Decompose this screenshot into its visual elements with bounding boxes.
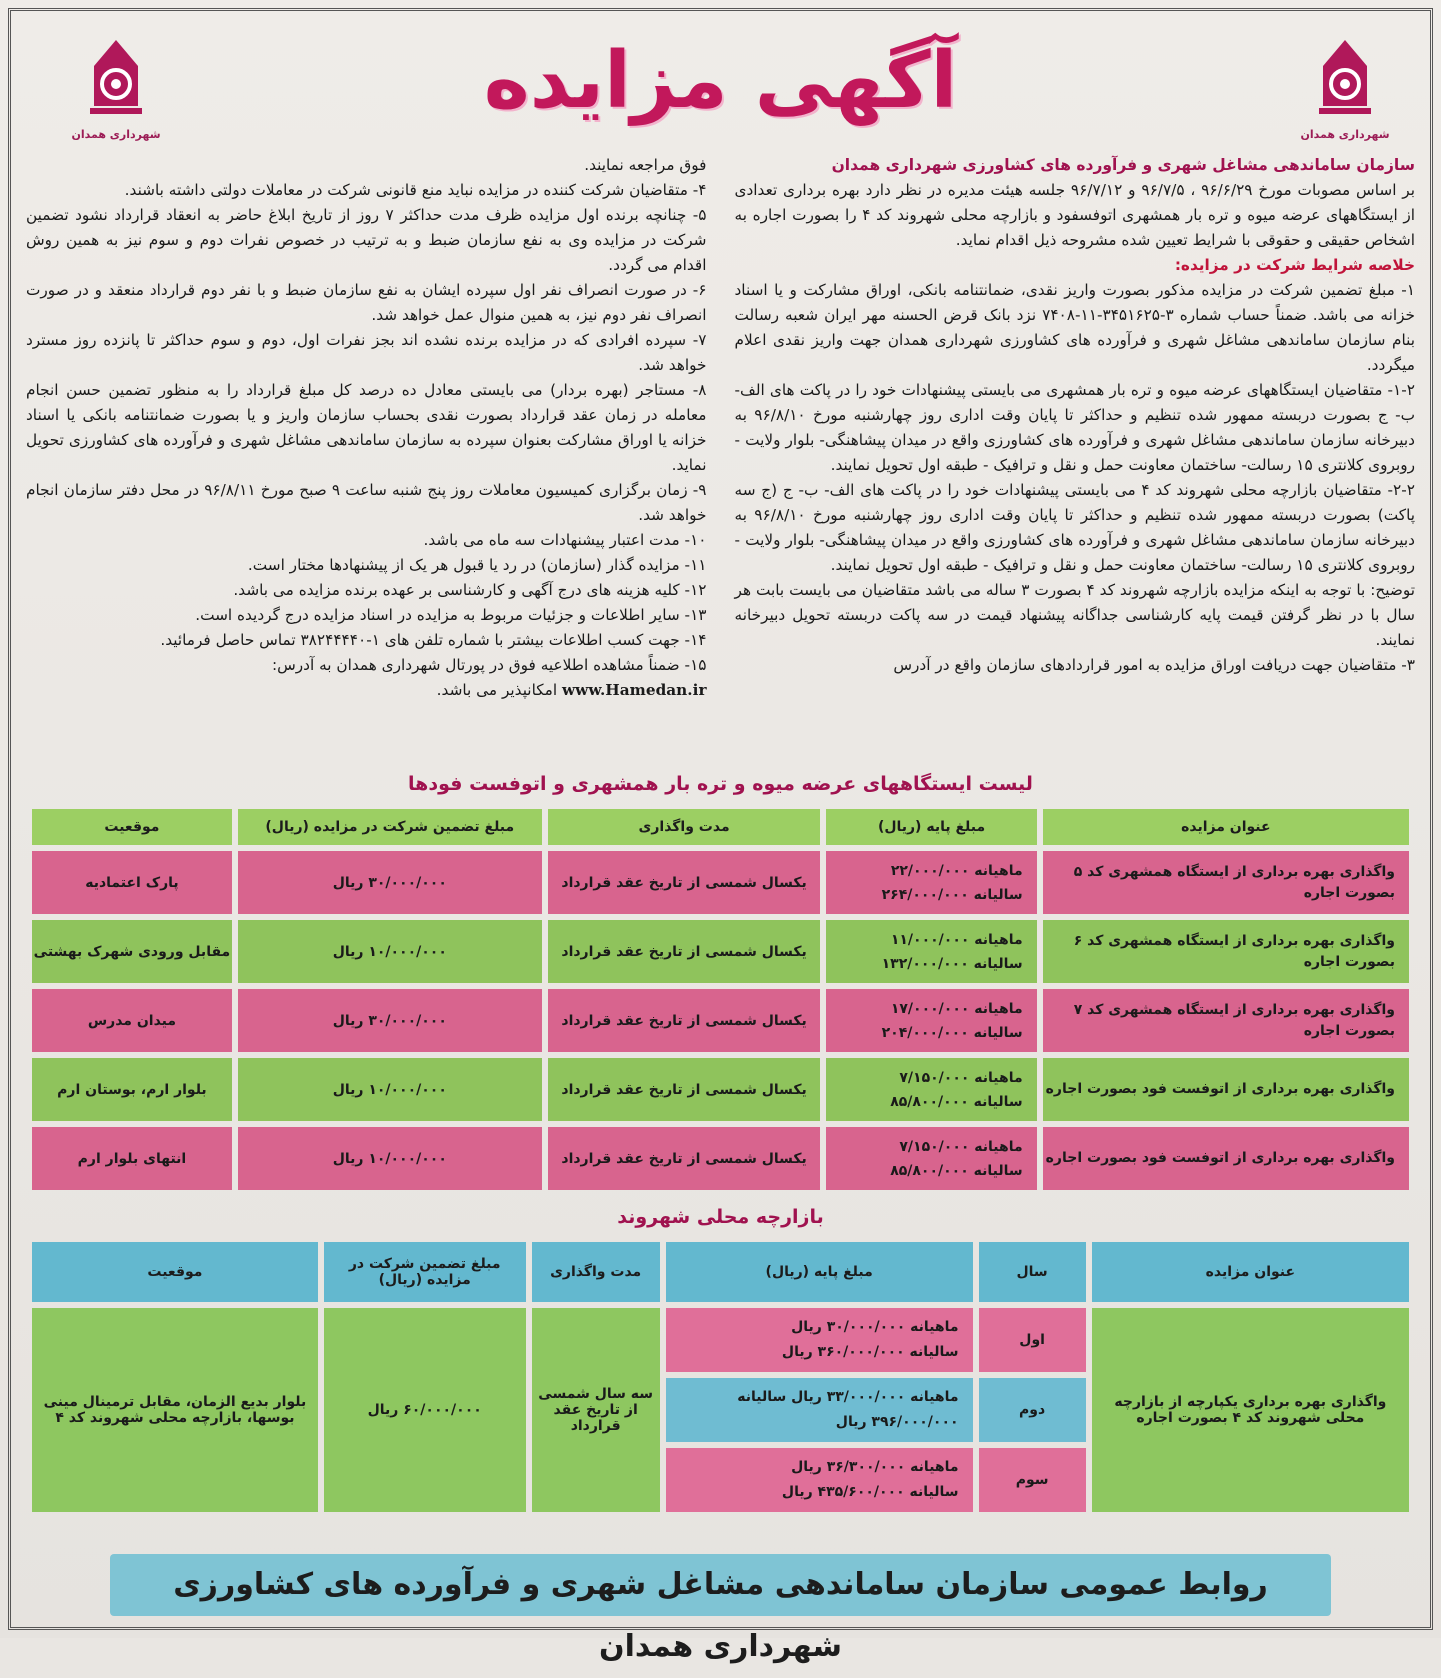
table-row: [32, 920, 1409, 983]
location-cell: انتهای بلوار ارم: [32, 1127, 232, 1190]
duration-cell: یکسال شمسی از تاریخ عقد قرارداد: [548, 851, 821, 914]
condition-item: ۱۲- کلیه هزینه های درج آگهی و کارشناسی بر عهده برنده مزایده می باشد.: [233, 581, 707, 599]
condition-item: ۱- مبلغ تضمین شرکت در مزایده مذکور بصورت واریز نقدی، ضمانتنامه بانکی، اوراق مشارکت و یا اسناد خزانه می باشد. ضمناً حساب شماره ۳-۳۴۵۱۶۲۵-۱۱-۷۴۰۸ نزد بانک قرض الحسنه مهر ایران شعبه رسالت بنام سازمان ساماندهی مشاغل شهری و فرآورده های کشاورزی شهرداری همدان جهت واریز نقدی اعلام میگردد.: [734, 281, 1415, 374]
auction-title-cell: واگذاری بهره برداری از ایستگاه همشهری کد ۶ بصورت اجاره: [1043, 920, 1409, 983]
location-cell: پارک اعتمادیه: [32, 851, 232, 914]
municipality-logo-left: [66, 36, 166, 141]
guarantee-cell: ۱۰/۰۰۰/۰۰۰ ریال: [238, 920, 542, 983]
conditions-title: خلاصه شرایط شرکت در مزایده:: [1174, 256, 1415, 274]
location-cell: مقابل ورودی شهرک بهشتی: [32, 920, 232, 983]
duration-cell: سه سال شمسی از تاریخ عقد قرارداد: [532, 1308, 660, 1512]
condition-item: ۱۳- سایر اطلاعات و جزئیات مربوط به مزایده در اسناد مزایده درج گردیده است.: [195, 606, 707, 624]
col-header: سال: [979, 1242, 1086, 1302]
condition-item: ۸- مستاجر (بهره بردار) می بایستی معادل ده درصد کل مبلغ قرارداد را به منظور تضمین حسن انجام معامله در زمان عقد قرارداد بصورت نقدی بحساب سازمان واریز و یا بصورت ضمانتنامه بانکی یا اسناد خزانه یا اوراق مشارکت بعنوان سپرده به سازمان ساماندهی مشاغل شهری و فرآورده های کشاورزی تحویل نماید.: [26, 381, 707, 474]
condition-item: ۱۱- مزایده گذار (سازمان) در رد یا قبول هر یک از پیشنهادها مختار است.: [247, 556, 707, 574]
col-header: موقعیت: [32, 809, 232, 845]
duration-cell: یکسال شمسی از تاریخ عقد قرارداد: [548, 1127, 821, 1190]
condition-item: ۳- متقاضیان جهت دریافت اوراق مزایده به امور قراردادهای سازمان واقع در آدرس: [893, 656, 1415, 674]
base-price-cell: ماهیانه ۳۳/۰۰۰/۰۰۰ ریال سالیانه ۳۹۶/۰۰۰/۰۰۰ ریال: [666, 1378, 973, 1442]
col-header: موقعیت: [32, 1242, 318, 1302]
condition-item: توضیح: با توجه به اینکه مزایده بازارچه شهروند کد ۴ بصورت ۳ ساله می باشد متقاضیان می بایست بابت هر سال با در نظر گرفتن قیمت پایه کارشناسی جداگانه پیشنهاد قیمت در سه پاکت دربسته تحویل دبیرخانه نمایند.: [734, 581, 1415, 649]
table-row: [32, 989, 1409, 1052]
base-price-cell: ماهیانه ۳۶/۳۰۰/۰۰۰ ریال سالیانه ۴۳۵/۶۰۰/۰۰۰ ریال: [666, 1448, 973, 1512]
guarantee-cell: ۶۰/۰۰۰/۰۰۰ ریال: [324, 1308, 526, 1512]
condition-item: ۱۴- جهت کسب اطلاعات بیشتر با شماره تلفن های ۱-۳۸۲۴۴۴۴۰ تماس حاصل فرمائید.: [160, 631, 707, 649]
location-cell: میدان مدرس: [32, 989, 232, 1052]
bazaar-table: [26, 1236, 1415, 1518]
auction-title-cell: واگذاری بهره برداری از ایستگاه همشهری کد ۷ بصورت اجاره: [1043, 989, 1409, 1052]
col-header: مبلغ تضمین شرکت در مزایده (ریال): [324, 1242, 526, 1302]
auction-title-cell: واگذاری بهره برداری از ایستگاه همشهری کد ۵ بصورت اجاره: [1043, 851, 1409, 914]
text-columns: [26, 153, 1415, 753]
website-suffix: امکانپذیر می باشد.: [436, 681, 558, 699]
base-price-cell: ماهیانه ۷/۱۵۰/۰۰۰ سالیانه ۸۵/۸۰۰/۰۰۰: [826, 1127, 1036, 1190]
duration-cell: یکسال شمسی از تاریخ عقد قرارداد: [548, 989, 821, 1052]
hamedan-emblem-icon: [76, 36, 156, 126]
table-row: [32, 851, 1409, 914]
stations-table: [26, 803, 1415, 1196]
condition-item: فوق مراجعه نمایند.: [584, 156, 707, 174]
header: [26, 18, 1415, 153]
base-price-cell: ماهیانه ۷/۱۵۰/۰۰۰ سالیانه ۸۵/۸۰۰/۰۰۰: [826, 1058, 1036, 1121]
ad-title: آگهی مزایده: [483, 36, 958, 126]
table2-title: بازارچه محلی شهروند: [617, 1206, 824, 1228]
auction-title-cell: واگذاری بهره برداری از اتوفست فود بصورت اجاره: [1043, 1058, 1409, 1121]
org-title: سازمان ساماندهی مشاغل شهری و فرآورده های کشاورزی شهرداری همدان: [831, 156, 1415, 174]
year-cell: دوم: [979, 1378, 1086, 1442]
col-header: مبلغ تضمین شرکت در مزایده (ریال): [238, 809, 542, 845]
guarantee-cell: ۱۰/۰۰۰/۰۰۰ ریال: [238, 1058, 542, 1121]
website-link[interactable]: www.Hamedan.ir: [562, 681, 707, 699]
logo-caption: شهرداری همدان: [1300, 128, 1390, 141]
condition-item: ۲-۲- متقاضیان بازارچه محلی شهروند کد ۴ می بایستی پیشنهادات خود را در پاکت های الف- ب- ج (ج سه پاکت) بصورت دربسته ممهور شده تنظیم و حداکثر تا پایان وقت اداری روز چهارشنبه مورخ ۹۶/۸/۱۰ به دبیرخانه سازمان ساماندهی مشاغل شهری و فرآورده های کشاورزی واقع در میدان پیشاهنگی- بلوار ولایت - روبروی کلانتری ۱۵ رسالت- ساختمان معاونت حمل و نقل و ترافیک - طبقه اول تحویل نمایند.: [734, 481, 1415, 574]
condition-item: ۱۰- مدت اعتبار پیشنهادات سه ماه می باشد.: [423, 531, 707, 549]
location-cell: بلوار ارم، بوستان ارم: [32, 1058, 232, 1121]
base-price-cell: ماهیانه ۱۱/۰۰۰/۰۰۰ سالیانه ۱۳۲/۰۰۰/۰۰۰: [826, 920, 1036, 983]
right-column: [735, 153, 1416, 753]
condition-item: ۱۵- ضمناً مشاهده اطلاعیه فوق در پورتال شهرداری همدان به آدرس:: [271, 656, 707, 674]
year-cell: سوم: [979, 1448, 1086, 1512]
condition-item: ۹- زمان برگزاری کمیسیون معاملات روز پنج شنبه ساعت ۹ صبح مورخ ۹۶/۸/۱۱ در محل دفتر سازمان انجام خواهد شد.: [26, 481, 707, 524]
col-header: مدت واگذاری: [548, 809, 821, 845]
left-column: [26, 153, 707, 753]
guarantee-cell: ۳۰/۰۰۰/۰۰۰ ریال: [238, 989, 542, 1052]
guarantee-cell: ۳۰/۰۰۰/۰۰۰ ریال: [238, 851, 542, 914]
table-row: [32, 1308, 1409, 1372]
col-header: مدت واگذاری: [532, 1242, 660, 1302]
base-price-cell: ماهیانه ۱۷/۰۰۰/۰۰۰ سالیانه ۲۰۴/۰۰۰/۰۰۰: [826, 989, 1036, 1052]
website-line: [26, 678, 707, 703]
intro-paragraph: بر اساس مصوبات مورخ ۹۶/۶/۲۹ ، ۹۶/۷/۵ و ۹۶/۷/۱۲ جلسه هیئت مدیره در نظر دارد بهره برداری تعدادی از ایستگاههای عرضه میوه و تره بار همشهری اتوفسفود و بازارچه محلی شهروند کد ۴ را بصورت اجاره به اشخاص حقیقی و حقوقی با شرایط تعیین شده مشروحه ذیل اقدام نماید.: [734, 181, 1416, 249]
table-row: [32, 1058, 1409, 1121]
col-header: مبلغ پایه (ریال): [826, 809, 1036, 845]
duration-cell: یکسال شمسی از تاریخ عقد قرارداد: [548, 920, 821, 983]
auction-title-cell: واگذاری بهره برداری یکپارچه از بازارچه محلی شهروند کد ۴ بصورت اجاره: [1092, 1308, 1409, 1512]
condition-item: ۵- چنانچه برنده اول مزایده ظرف مدت حداکثر ۷ روز از تاریخ ابلاغ حاضر به انعقاد قرارداد نشود تضمین شرکت در مزایده وی به نفع سازمان ضبط و به ترتیب در خصوص نفرات دوم و سوم نیز به همین روش اقدام می گردد.: [26, 206, 707, 274]
logo-caption: شهرداری همدان: [71, 128, 161, 141]
location-cell: بلوار بدیع الزمان، مقابل ترمینال مینی بوسها، بازارچه محلی شهروند کد ۴: [32, 1308, 318, 1512]
duration-cell: یکسال شمسی از تاریخ عقد قرارداد: [548, 1058, 821, 1121]
col-header: عنوان مزایده: [1043, 809, 1409, 845]
footer-banner: روابط عمومی سازمان ساماندهی مشاغل شهری و فرآورده های کشاورزی شهرداری همدان: [110, 1554, 1331, 1616]
guarantee-cell: ۱۰/۰۰۰/۰۰۰ ریال: [238, 1127, 542, 1190]
year-cell: اول: [979, 1308, 1086, 1372]
col-header: عنوان مزایده: [1092, 1242, 1409, 1302]
base-price-cell: ماهیانه ۲۲/۰۰۰/۰۰۰ سالیانه ۲۶۴/۰۰۰/۰۰۰: [826, 851, 1036, 914]
auction-title-cell: واگذاری بهره برداری از اتوفست فود بصورت اجاره: [1043, 1127, 1409, 1190]
condition-item: ۴- متقاضیان شرکت کننده در مزایده نباید منع قانونی شرکت در معاملات دولتی داشته باشند.: [124, 181, 707, 199]
col-header: مبلغ پایه (ریال): [666, 1242, 973, 1302]
table1-title: لیست ایستگاههای عرضه میوه و تره بار همشهری و اتوفست فودها: [408, 773, 1033, 795]
table-row: [32, 1127, 1409, 1190]
condition-item: ۷- سپرده افرادی که در مزایده برنده نشده اند بجز نفرات اول، دوم و سوم حداکثر تا پانزده روز مسترد خواهد شد.: [26, 331, 707, 374]
condition-item: ۶- در صورت انصراف نفر اول سپرده ایشان به نفع سازمان ضبط و با نفر دوم قرارداد منعقد و در صورت انصراف نفر دوم نیز، به همین منوال عمل خواهد شد.: [26, 281, 707, 324]
base-price-cell: ماهیانه ۳۰/۰۰۰/۰۰۰ ریال سالیانه ۳۶۰/۰۰۰/۰۰۰ ریال: [666, 1308, 973, 1372]
condition-item: ۱-۲- متقاضیان ایستگاههای عرضه میوه و تره بار همشهری می بایستی پیشنهادات خود را در پاکت های الف- ب- ج بصورت دربسته ممهور شده تنظیم و حداکثر تا پایان وقت اداری روز چهارشنبه مورخ ۹۶/۸/۱۰ به دبیرخانه سازمان ساماندهی مشاغل شهری و فرآورده های کشاورزی واقع در میدان پیشاهنگی- بلوار ولایت - روبروی کلانتری ۱۵ رسالت- ساختمان معاونت حمل و نقل و ترافیک - طبقه اول تحویل نمایند.: [734, 381, 1415, 474]
